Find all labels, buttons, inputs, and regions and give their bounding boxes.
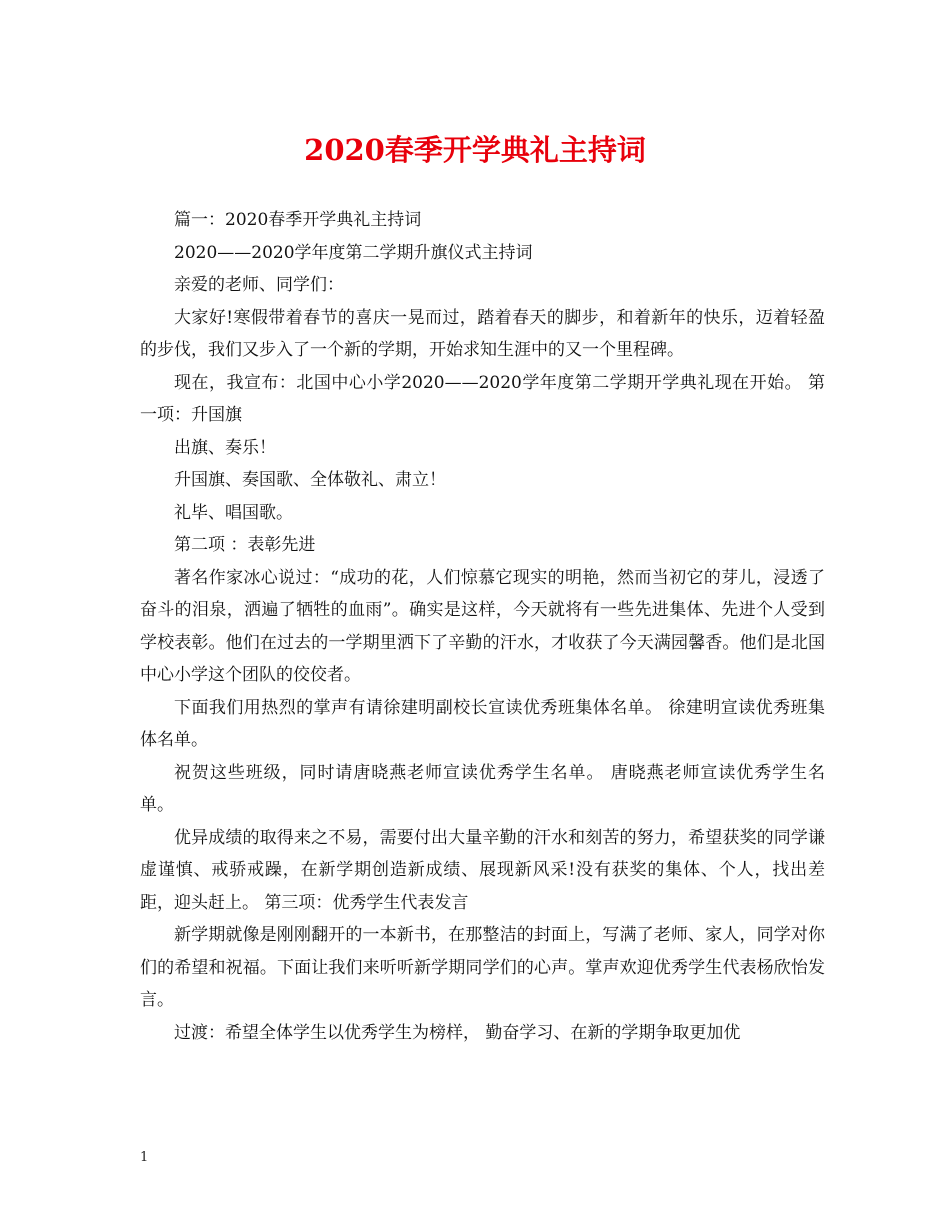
document-body <box>140 204 825 1049</box>
paragraph: 升国旗、奏国歌、全体敬礼、肃立！ <box>174 470 446 490</box>
paragraph: 新学期就像是刚刚翻开的一本新书，在那整洁的封面上，写满了老师、家人，同学对你们的希望和祝福。下面让我们来听听新学期同学们的心声。掌声欢迎优秀学生代表杨欣怡发言。 <box>140 925 825 1010</box>
paragraph: 第二项 ：表彰先进 <box>174 535 316 555</box>
paragraph: 优异成绩的取得来之不易，需要付出大量辛勤的汗水和刻苦的努力，希望获奖的同学谦虚谨慎、戒骄戒躁，在新学期创造新成绩、展现新风采!没有获奖的集体、个人，找出差距，迎头赶上。 第三项：优秀学生代表发言 <box>140 827 825 913</box>
paragraph: 亲爱的老师、同学们： <box>174 275 344 295</box>
page-number: 1 <box>140 1150 149 1165</box>
paragraph: 礼毕、唱国歌。 <box>174 502 293 523</box>
paragraph: 现在，我宣布：北国中心小学2020——2020学年度第二学期开学典礼现在开始。 第一项：升国旗 <box>140 372 825 425</box>
paragraph: 出旗、奏乐！ <box>174 437 276 458</box>
paragraph: 著名作家冰心说过：“成功的花，人们惊慕它现实的明艳，然而当初它的芽儿，浸透了奋斗的泪泉，洒遍了牺牲的血雨”。确实是这样，今天就将有一些先进集体、先进个人受到学校表彰。他们在过去的一学期里洒下了辛勤的汗水，才收获了今天满园馨香。他们是北国中心小学这个团队的佼佼者。 <box>140 567 825 685</box>
paragraph: 大家好!寒假带着春节的喜庆一晃而过，踏着春天的脚步，和着新年的快乐，迈着轻盈的步伐，我们又步入了一个新的学期，开始求知生涯中的又一个里程碑。 <box>140 307 825 360</box>
paragraph: 祝贺这些班级，同时请唐晓燕老师宣读优秀学生名单。 唐晓燕老师宣读优秀学生名单。 <box>140 762 825 815</box>
paragraph: 过渡：希望全体学生以优秀学生为榜样， 勤奋学习、在新的学期争取更加优 <box>174 1022 741 1043</box>
paragraph: 篇一：2020春季开学典礼主持词 <box>174 210 422 230</box>
paragraph: 下面我们用热烈的掌声有请徐建明副校长宣读优秀班集体名单。 徐建明宣读优秀班集体名单。 <box>140 697 825 750</box>
document-title: 2020春季开学典礼主持词 <box>304 133 646 167</box>
paragraph: 2020——2020学年度第二学期升旗仪式主持词 <box>174 242 533 263</box>
